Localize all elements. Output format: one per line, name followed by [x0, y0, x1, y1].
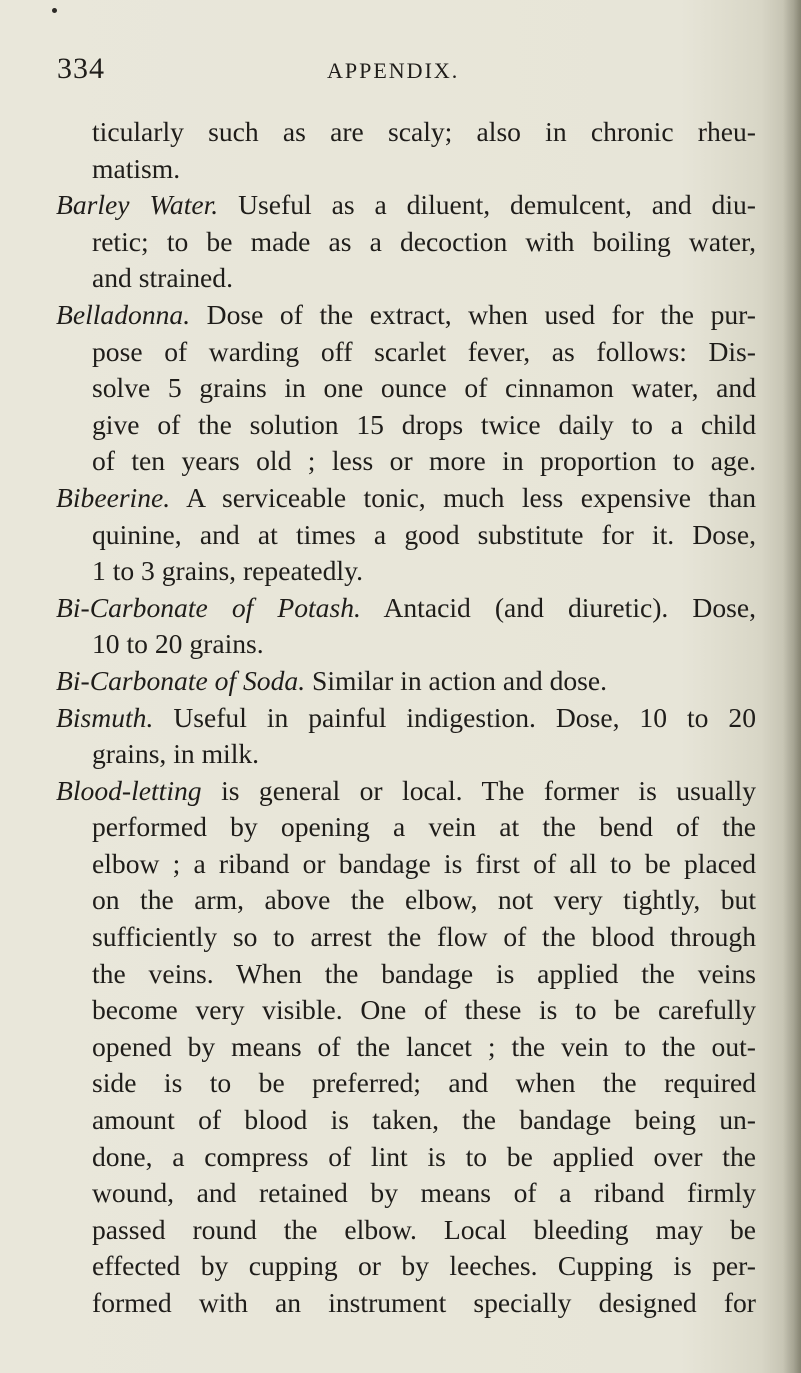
page-number: 334 — [57, 52, 105, 85]
text-line — [56, 1065, 756, 1102]
text-line — [56, 187, 756, 224]
text-line — [56, 151, 756, 188]
text-line — [56, 1285, 756, 1322]
line-text: ticularly such as are scaly; also in chronic rheu- — [92, 116, 756, 147]
text-line — [56, 882, 756, 919]
line-text: elbow ; a riband or bandage is first of all to be placed — [92, 847, 756, 879]
text-line — [56, 553, 756, 590]
line-text: formed with an instrument specially designed for — [92, 1287, 756, 1318]
text-line — [56, 297, 756, 334]
line-text: effected by cupping or by leeches. Cupping is per- — [92, 1250, 756, 1282]
line-text: amount of blood is taken, the bandage being un- — [92, 1104, 756, 1136]
line-text: retic; to be made as a decoction with boiling water, — [92, 225, 756, 257]
line-text: quinine, and at times a good substitute for it. Dose, — [92, 518, 756, 550]
entry-term: Bi-Carbonate of Soda. — [56, 664, 306, 696]
line-text: done, a compress of lint is to be applied over the — [92, 1140, 756, 1172]
text-line — [56, 517, 756, 554]
line-text: become very visible. One of these is to be carefully — [92, 994, 756, 1026]
text-line — [56, 224, 756, 261]
line-text: performed by opening a vein at the bend of the — [92, 811, 756, 843]
line-text: Dose of the extract, when used for the pur- — [190, 298, 756, 330]
line-text: solve 5 grains in one ounce of cinnamon water, and — [92, 372, 756, 404]
ink-speck — [52, 8, 57, 13]
page-header — [57, 52, 747, 92]
line-text: 10 to 20 grains. — [92, 628, 264, 660]
line-text: side is to be preferred; and when the required — [92, 1067, 756, 1099]
text-line — [56, 663, 756, 700]
line-text: the veins. When the bandage is applied the veins — [92, 957, 756, 989]
line-text: matism. — [92, 152, 181, 184]
entry-term: Bibeerine. — [56, 481, 171, 513]
text-line — [56, 992, 756, 1029]
text-line — [56, 1212, 756, 1249]
text-line — [56, 700, 756, 737]
line-text: 1 to 3 grains, repeatedly. — [92, 555, 363, 587]
line-text: grains, in milk. — [92, 738, 260, 770]
line-text: Useful in painful indigestion. Dose, 10 to 20 — [153, 701, 756, 733]
line-text: and strained. — [92, 262, 233, 294]
text-line — [56, 480, 756, 517]
line-text: passed round the elbow. Local bleeding may be — [92, 1213, 756, 1245]
text-line — [56, 919, 756, 956]
body-text — [56, 114, 756, 1322]
line-text: Antacid (and diuretic). Dose, — [360, 591, 756, 623]
line-text: wound, and retained by means of a riband firmly — [92, 1177, 756, 1209]
entry-term: Bismuth. — [56, 701, 154, 733]
text-line — [56, 1139, 756, 1176]
text-line — [56, 1175, 756, 1212]
line-text: pose of warding off scarlet fever, as follows: Dis- — [92, 335, 756, 367]
text-line — [56, 407, 756, 444]
page-edge-shadow — [783, 0, 801, 1373]
running-title: APPENDIX. — [327, 58, 460, 83]
entry-term: Belladonna. — [56, 298, 191, 330]
text-line — [56, 114, 756, 151]
text-line — [56, 956, 756, 993]
text-line — [56, 626, 756, 663]
text-line — [56, 443, 756, 480]
entry-term: Barley Water. — [56, 189, 219, 221]
text-line — [56, 1248, 756, 1285]
line-text: Similar in action and dose. — [305, 664, 608, 696]
text-line — [56, 736, 756, 773]
entry-term: Bi-Carbonate of Potash. — [56, 591, 361, 623]
line-text: Useful as a diluent, demulcent, and diu- — [218, 189, 756, 221]
line-text: give of the solution 15 drops twice daily to a child — [92, 408, 756, 440]
text-line — [56, 809, 756, 846]
line-text: of ten years old ; less or more in proportion to age. — [92, 445, 756, 477]
text-line — [56, 260, 756, 297]
text-line — [56, 846, 756, 883]
line-text: opened by means of the lancet ; the vein to the out- — [92, 1030, 756, 1062]
text-line — [56, 334, 756, 371]
text-line — [56, 370, 756, 407]
line-text: A serviceable tonic, much less expensive than — [170, 481, 756, 513]
text-line — [56, 590, 756, 627]
line-text: sufficiently so to arrest the flow of the blood through — [92, 921, 756, 953]
text-line — [56, 1102, 756, 1139]
text-line — [56, 1029, 756, 1066]
entry-term: Blood-letting — [56, 774, 202, 806]
line-text: on the arm, above the elbow, not very tightly, but — [92, 884, 756, 916]
text-line — [56, 773, 756, 810]
line-text: is general or local. The former is usually — [201, 774, 756, 806]
